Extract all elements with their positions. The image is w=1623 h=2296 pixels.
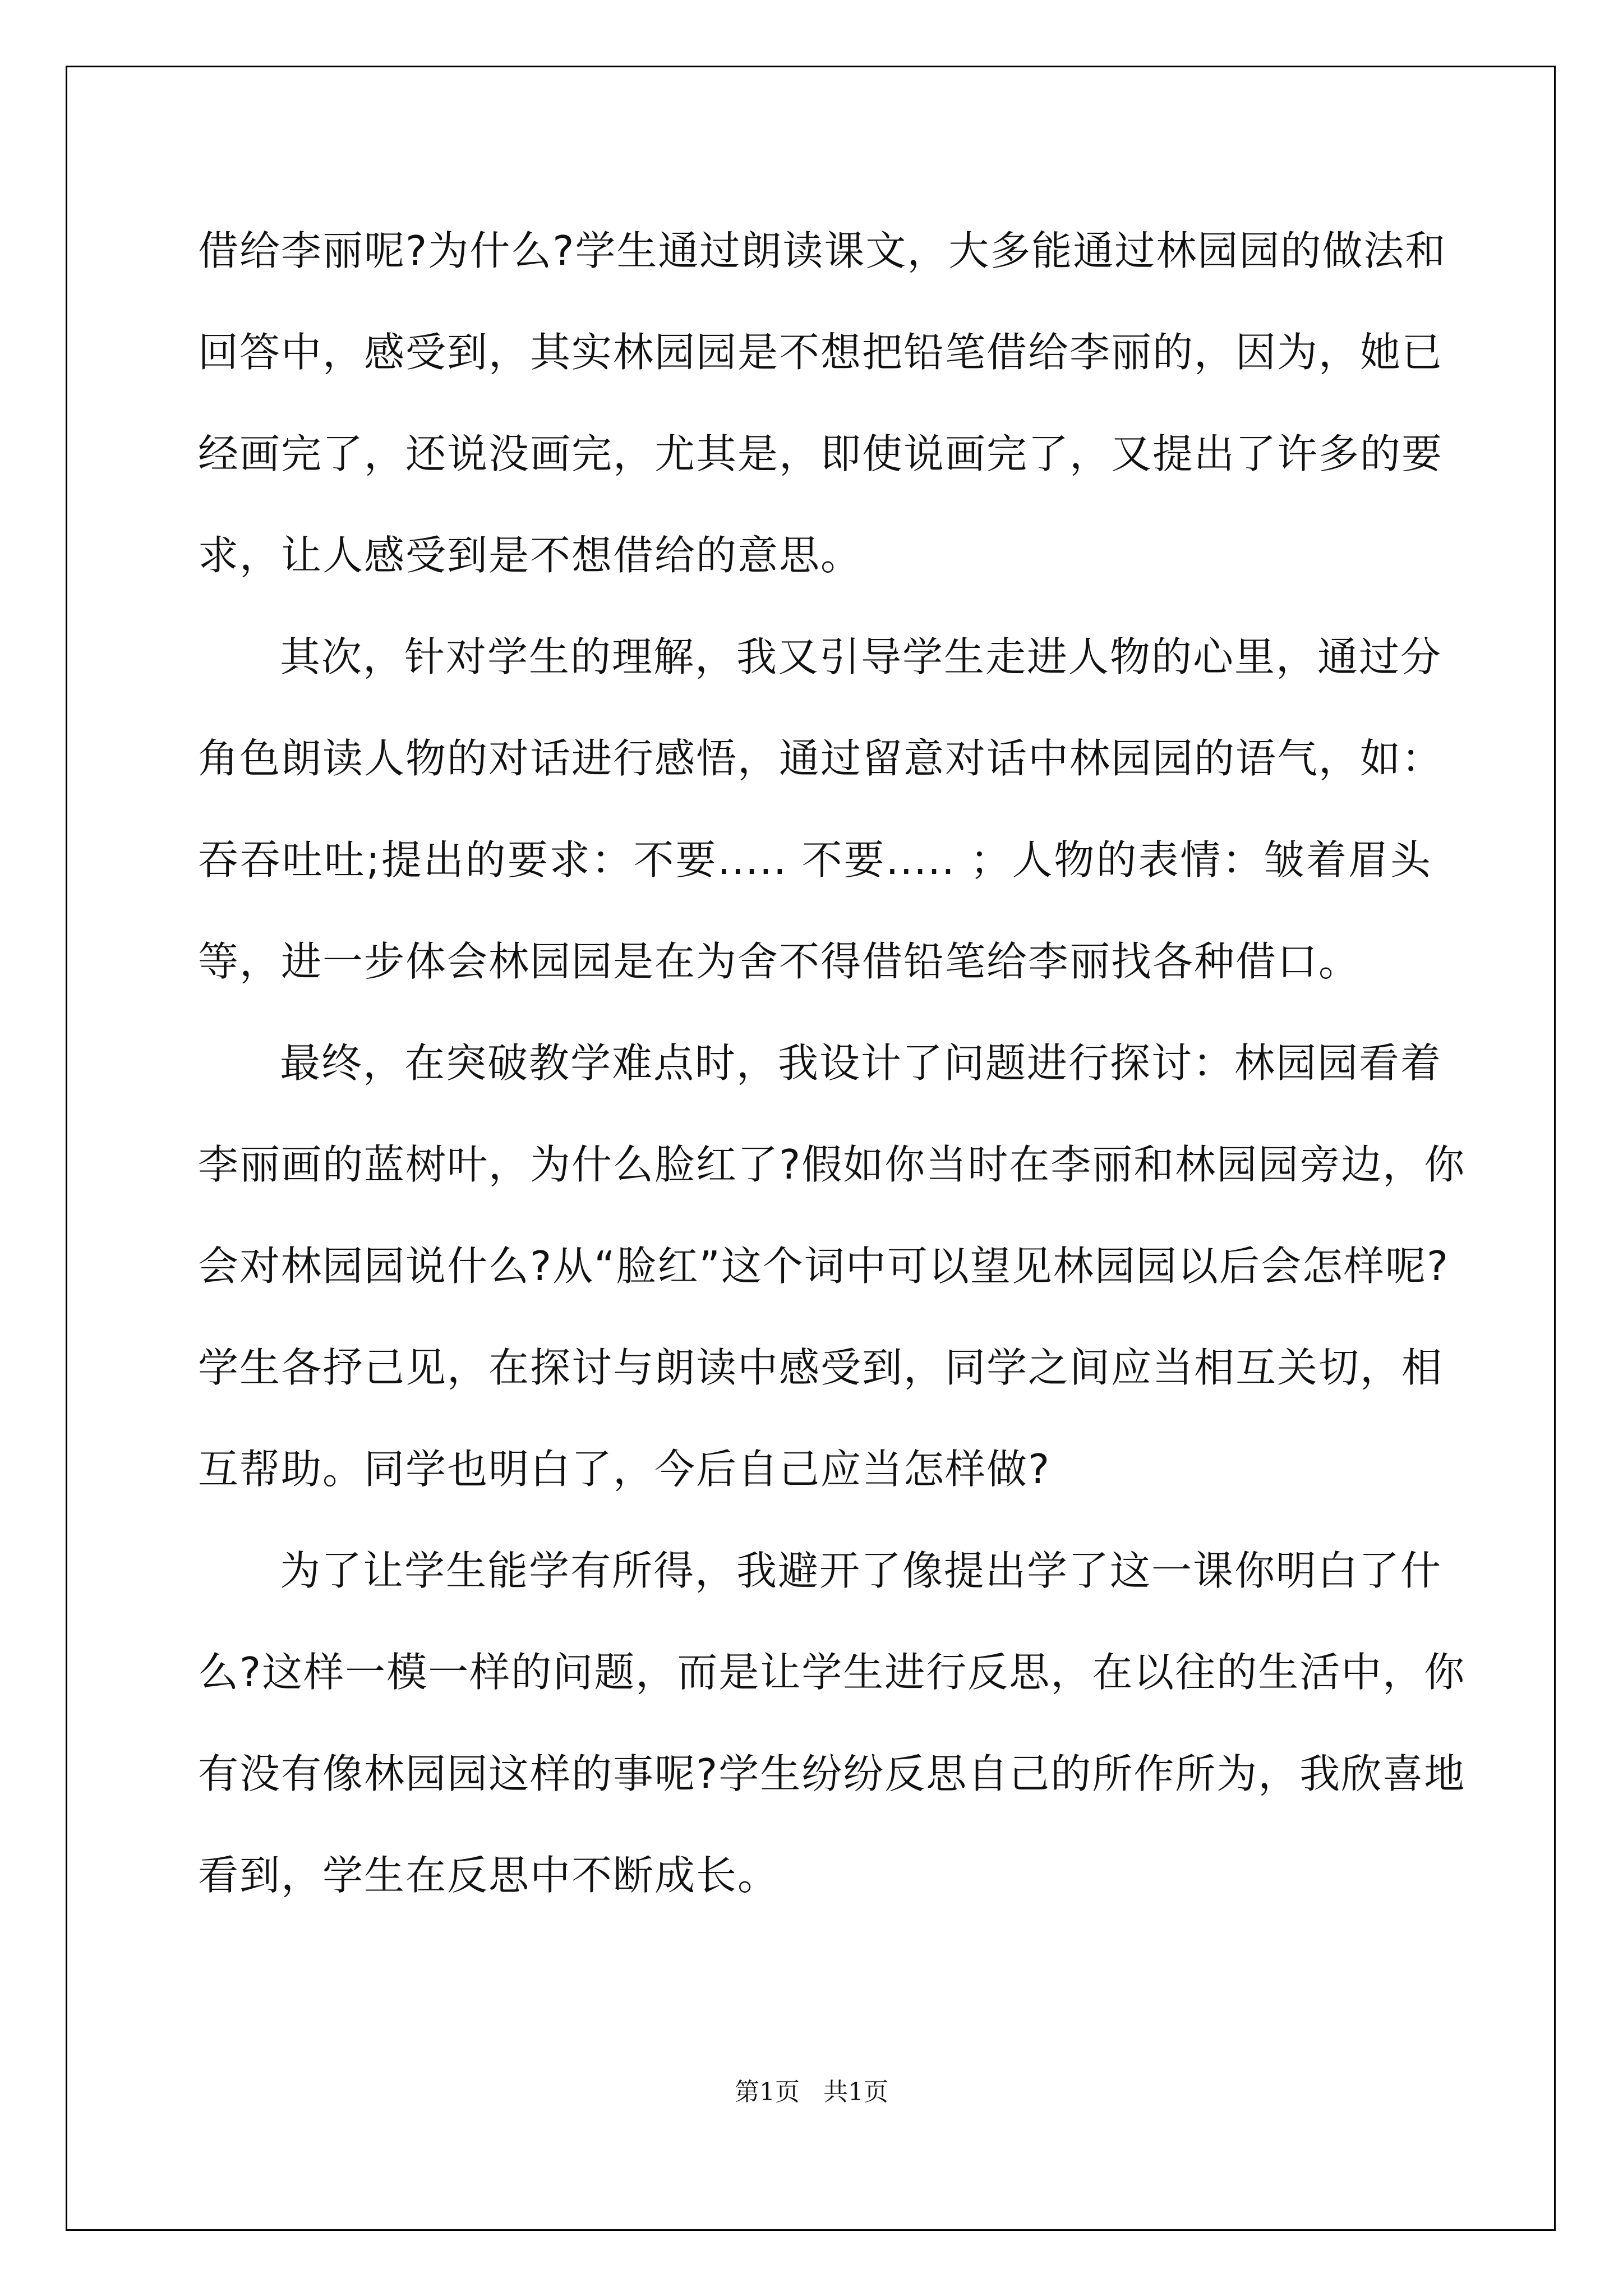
paragraph-3 — [198, 1013, 1466, 1520]
text-line: 角色朗读人物的对话进行感悟，通过留意对话中林园园的语气，如： — [198, 735, 1444, 782]
text-line: 回答中，感受到，其实林园园是不想把铅笔借给李丽的，因为，她已 — [198, 329, 1444, 376]
text-line: 为了让学生能学有所得，我避开了像提出学了这一课你明白了什 — [280, 1547, 1442, 1594]
paragraph-1 — [198, 200, 1447, 606]
text-line: 看到，学生在反思中不断成长。 — [198, 1852, 780, 1899]
text-line: 其次，针对学生的理解，我又引导学生走进人物的心里，通过分 — [280, 633, 1442, 680]
text-line: 有没有像林园园这样的事呢?学生纷纷反思自己的所作所为，我欣喜地 — [198, 1750, 1466, 1797]
paragraph-4 — [198, 1520, 1466, 1926]
text-line: 吞吞吐吐;提出的要求：不要..... 不要..... ；人物的表情：皱着眉头 — [198, 836, 1432, 884]
page-total: 共1页 — [823, 2078, 888, 2106]
text-line: 等，进一步体会林园园是在为舍不得借铅笔给李丽找各种借口。 — [198, 938, 1361, 985]
text-line: 学生各抒己见，在探讨与朗读中感受到，同学之间应当相互关切，相 — [198, 1344, 1444, 1391]
text-line: 会对林园园说什么?从“脸红”这个词中可以望见林园园以后会怎样呢? — [198, 1243, 1450, 1290]
text-line: 借给李丽呢?为什么?学生通过朗读课文，大多能通过林园园的做法和 — [198, 227, 1447, 274]
text-line: 最终，在突破教学难点时，我设计了问题进行探讨：林园园看着 — [280, 1039, 1442, 1087]
text-line: 互帮助。同学也明白了，今后自己应当怎样做? — [198, 1446, 1051, 1493]
text-line: 么?这样一模一样的问题，而是让学生进行反思，在以往的生活中，你 — [198, 1649, 1466, 1696]
page-footer — [0, 2072, 1623, 2108]
text-line: 经画完了，还说没画完，尤其是，即使说画完了，又提出了许多的要 — [198, 430, 1444, 477]
page-number: 第1页 — [735, 2078, 800, 2106]
text-line: 求，让人感受到是不想借给的意思。 — [198, 532, 863, 579]
paragraph-2 — [198, 606, 1444, 1013]
document-body — [198, 200, 1466, 1926]
text-line: 李丽画的蓝树叶，为什么脸红了?假如你当时在李丽和林园园旁边，你 — [198, 1141, 1466, 1188]
